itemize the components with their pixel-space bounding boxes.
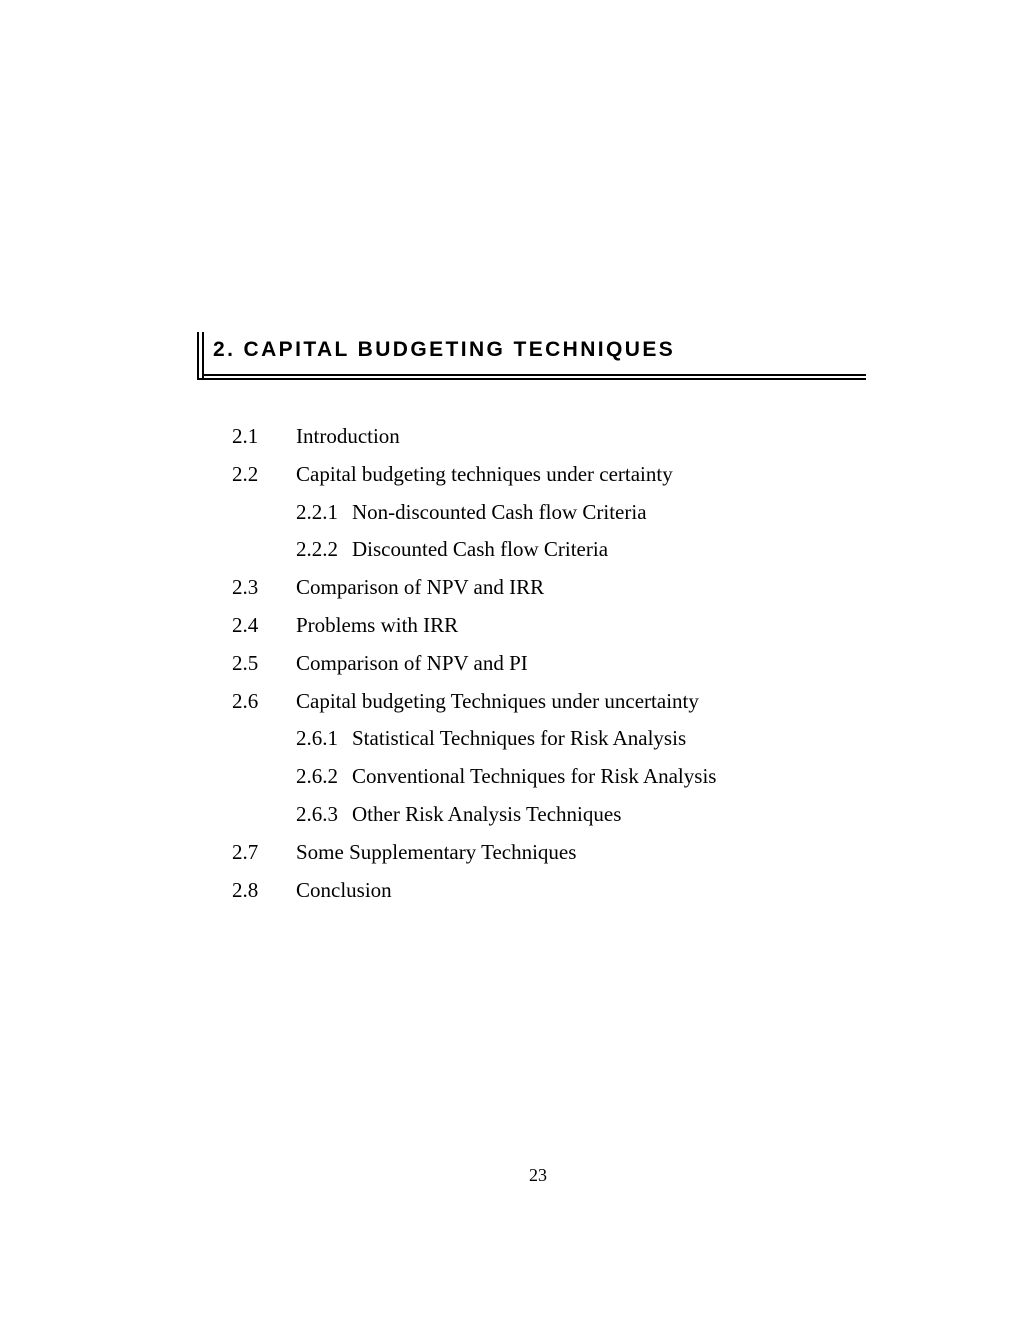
toc-entry-2-2 xyxy=(0,456,1020,494)
toc-number: 2.6 xyxy=(232,688,259,713)
toc-entry-2-3 xyxy=(0,569,1020,607)
toc-entry-2-2-2 xyxy=(0,531,1020,569)
toc-number: 2.3 xyxy=(232,575,259,600)
toc-entry-2-6-3 xyxy=(0,796,1020,834)
toc-label: Non-discounted Cash flow Criteria xyxy=(352,499,647,524)
toc-label: Capital budgeting Techniques under uncertainty xyxy=(296,688,699,713)
toc-entry-2-2-1 xyxy=(0,494,1020,532)
toc-entry-2-7 xyxy=(0,834,1020,872)
toc-label: Introduction xyxy=(296,424,400,448)
toc-label: Comparison of NPV and PI xyxy=(296,650,528,675)
toc-label: Conclusion xyxy=(296,877,392,902)
toc-number: 2.2 xyxy=(232,461,259,486)
header-border-left-inner xyxy=(202,332,204,380)
toc-entry-2-1 xyxy=(0,418,1020,456)
toc-entry-2-8 xyxy=(0,872,1020,910)
toc-entry-2-4 xyxy=(0,607,1020,645)
header-rule-lower xyxy=(197,378,866,380)
toc-number: 2.2.2 xyxy=(296,537,338,562)
toc-number: 2.8 xyxy=(232,877,259,902)
toc-label: Some Supplementary Techniques xyxy=(296,839,577,864)
toc-entry-2-6 xyxy=(0,683,1020,721)
toc-label: Comparison of NPV and IRR xyxy=(296,575,545,600)
toc-number: 2.6.3 xyxy=(296,801,338,826)
toc-number: 2.4 xyxy=(232,612,259,637)
toc-label: Problems with IRR xyxy=(296,612,459,637)
toc-entry-2-6-2 xyxy=(0,758,1020,796)
toc-label: Statistical Techniques for Risk Analysis xyxy=(352,726,687,751)
toc-number: 2.1 xyxy=(232,424,259,448)
toc-label: Discounted Cash flow Criteria xyxy=(352,537,609,562)
toc-number: 2.6.1 xyxy=(296,726,338,751)
toc-number: 2.7 xyxy=(232,839,259,864)
toc-label: Other Risk Analysis Techniques xyxy=(352,801,622,826)
toc-number: 2.2.1 xyxy=(296,499,338,524)
toc-number: 2.6.2 xyxy=(296,764,338,789)
toc-entry-2-5 xyxy=(0,645,1020,683)
toc-number: 2.5 xyxy=(232,650,259,675)
toc-label: Conventional Techniques for Risk Analysis xyxy=(352,764,717,789)
chapter-title: 2. CAPITAL BUDGETING TECHNIQUES xyxy=(213,338,676,361)
table-of-contents xyxy=(0,418,1020,909)
header-rule-upper xyxy=(202,374,866,376)
page-number: 23 xyxy=(529,1165,547,1185)
toc-label: Capital budgeting techniques under certainty xyxy=(296,461,673,486)
toc-entry-2-6-1 xyxy=(0,720,1020,758)
chapter-header xyxy=(197,332,866,380)
header-border-left-outer xyxy=(197,332,199,380)
